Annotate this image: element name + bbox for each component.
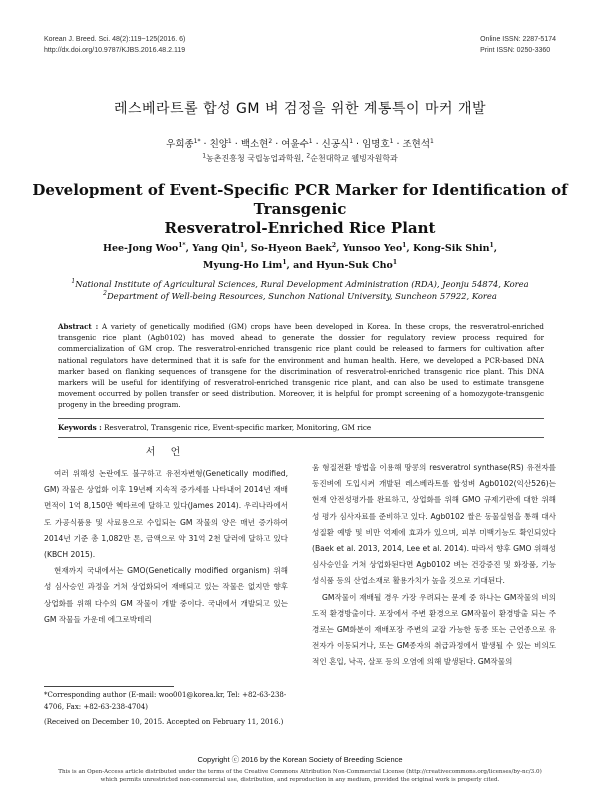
keywords-label: Keywords :	[58, 423, 102, 432]
journal-header-left	[44, 34, 185, 56]
journal-citation: Korean J. Breed. Sci. 48(2):119~125(2016. 6)	[44, 36, 186, 43]
body-column-right	[312, 460, 556, 671]
abstract	[58, 321, 544, 411]
korean-affiliations: $^1$농촌진흥청 국립농업과학원, $^2$순천대학교 웰빙자원학과	[202, 152, 398, 163]
keywords-text: Resveratrol, Transgenic rice, Event-specific marker, Monitoring, GM rice	[104, 423, 372, 432]
online-issn: Online ISSN: 2287-5174	[480, 36, 556, 43]
keywords	[58, 423, 544, 432]
english-title: Development of Event-Specific PCR Marker for Identification of Transgenic Resveratrol-Enriched Rice Plant	[32, 181, 568, 237]
abstract-text: A variety of genetically modified (GM) crops have been developed in Korea. In these crops, the resveratrol-enriched transgenic rice plant (Agb0102) has moved ahead to generate the dossier for regulatory review process required for commercialization of GM crop. The resveratrol-enriched transgenic rice plant could be released to farmers for cultivation after national regulators have determined that it is safe for the environment and human health. Here, we developed a PCR-based DNA marker based on flanking sequences of transgene for the discrimination of resveratrol-enriched transgenic rice plant. This DNA markers will be useful for identifying of resveratrol-enriched transgenic rice plant, and can also be used to estimate transgene movement occurred by pollen transfer or seed distribution. Moreover, it is helpful for prompt screening of a homozygote-transgenic progeny in the breeding program.	[58, 322, 544, 410]
keywords-divider	[58, 437, 544, 438]
received-dates: (Received on December 10, 2015. Accepted on February 11, 2016.)	[44, 718, 284, 726]
copyright-notice: Copyright ⓒ 2016 by the Korean Society of Breeding Science	[197, 755, 403, 764]
kr-author: 백소현	[240, 139, 269, 150]
body-paragraph: GM작물이 재배될 경우 가장 우려되는 문제 중 하나는 GM작물의 비의도적 환경방출이다. 포장에서 주변 환경으로 GM작물이 환경방출 되는 주 경로는 GM화분이 재배포장 주변의 교잡 가능한 동종 또는 근연종으로 유전자가 이동되거나, 또는 GM종자의 취급과정에서 발생될 수 있는 비의도적인 혼입, 낙곡, 살포 등의 오염에 의해 발생된다. GM작물의	[312, 592, 556, 667]
journal-header-right	[480, 34, 556, 56]
kr-author: 신공식	[321, 139, 350, 150]
korean-title: 레스베라트롤 합성 GM 벼 검정을 위한 계통특이 마커 개발	[113, 101, 487, 117]
body-paragraph: 여러 위해성 논란에도 불구하고 유전자변형(Genetically modified, GM) 작물은 상업화 이후 19년째 지속적 증가세를 나타내어 2014년 재배면적이 1억 8,150만 헥타르에 달하고 있다(James 2014). 우리나라에서도 가공식품용 및 사료용으로 수입되는 GM 작물의 양은 매년 증가하여 2014년 기준 총 1,082만 톤, 금액으로 약 31억 2천 달러에 달하고 있다(KBCH 2015).	[44, 469, 288, 560]
kr-author: 여윤수	[281, 139, 309, 150]
kr-author: 조현석	[402, 139, 431, 150]
body-column-left	[44, 446, 288, 628]
corresponding-author-note: *Corresponding author (E-mail: woo001@korea.kr, Tel: +82-63-238-4706, Fax: +82-63-238-4704)	[44, 691, 287, 711]
korean-authors: 우희종$^{1*}$ · 친양$^1$ · 백소현$^2$ · 여윤수$^1$ · 신공식$^1$ · 임명호$^1$ · 조현석$^1$	[166, 137, 434, 150]
english-affiliations: $^1$National Institute of Agricultural Sciences, Rural Development Administration (RDA), Jeonju 54874, Korea $^2$Department of Well-being Resources, Sunchon National University, Suncheon 57922, Korea	[71, 278, 529, 301]
section-title: 서 언	[145, 447, 187, 458]
body-paragraph: 현재까지 국내에서는 GMO(Genetically modified organism) 위해성 심사승인 과정을 거쳐 상업화되어 재배되고 있는 작물은 없지만 향후 상업화를 위해 다수의 GM 작물이 개발 중이다. 국내에서 개발되고 있는 GM 작물들 가운데 에그로박테리	[44, 566, 288, 624]
footnote-divider	[44, 686, 174, 687]
license-notice: This is an Open-Access article distributed under the terms of the Creative Commons Attribution Non-Commercial License (http://creativecommons.org/licenses/by-nc/3.0) which permits unrestricted non-commercial use, distribution, and reproduction in any medium, provided the original work is properly cited.	[58, 769, 542, 783]
kr-author: 우희종	[166, 139, 194, 150]
english-authors: Hee-Jong Woo$^{1*}$, Yang Qin$^1$, So-Hyeon Baek$^2$, Yunsoo Yeo$^1$, Kong-Sik Shin$^1$, Myung-Ho Lim$^1$, and Hyun-Suk Cho$^1$	[102, 241, 497, 271]
print-issn: Print ISSN: 0250-3360	[480, 47, 551, 54]
body-paragraph: 움 형질전환 방법을 이용해 땅콩의 resveratrol synthase(RS) 유전자를 동진벼에 도입시켜 개발된 레스베라트롤 합성벼 Agb0102(익산526)는 현재 안전성평가를 완료하고, 상업화를 위해 GMO 규제기관에 대한 위해성 평가 심사자료를 준비하고 있다. Agb0102 쌀은 동물실험을 통해 대사성질환 예방 및 비만 억제에 효과가 있으며, 피부 미백기능도 확인되었다(Baek et al. 2013, 2014, Lee et al. 2014). 따라서 향후 GMO 위해성 심사승인을 거쳐 상업화된다면 Agb0102 벼는 건강증진 및 화장품, 기능성식품 등의 산업소재로 활용가치가 높을 것으로 기대된다.	[312, 463, 556, 586]
kr-author: 친양	[209, 139, 228, 150]
abstract-divider	[58, 418, 544, 419]
doi-link[interactable]: http://dx.doi.org/10.9787/KJBS.2016.48.2.119	[44, 47, 186, 54]
kr-author: 임명호	[362, 139, 390, 150]
abstract-label: Abstract :	[58, 322, 99, 331]
